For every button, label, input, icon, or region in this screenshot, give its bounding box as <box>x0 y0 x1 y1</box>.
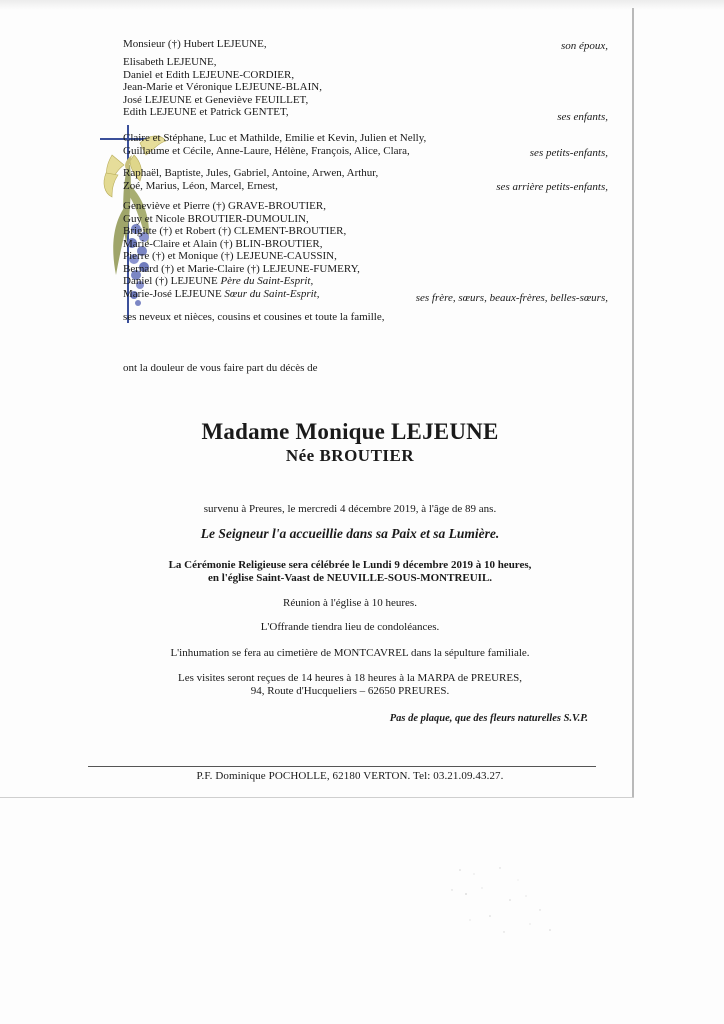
burial-info: L'inhumation se fera au cimetière de MONTCAVREL dans la sépulture familiale. <box>170 647 530 659</box>
children-list <box>123 56 322 119</box>
page-border-bottom <box>0 797 634 798</box>
list-item: Daniel et Edith LEJEUNE-CORDIER, <box>123 68 295 81</box>
ceremony-line: La Cérémonie Religieuse sera célébrée le Lundi 9 décembre 2019 à 10 heures, <box>168 559 532 571</box>
deceased-maiden-name: Née BROUTIER <box>285 446 415 465</box>
grandchildren-role: ses petits-enfants, <box>529 147 608 159</box>
list-item: Elisabeth LEJEUNE, <box>123 56 217 68</box>
grandchildren-list <box>123 132 426 157</box>
list-item: Marie-Claire et Alain (†) BLIN-BROUTIER, <box>123 237 323 250</box>
spouse-role: son époux, <box>560 40 608 52</box>
announcement-text: ont la douleur de vous faire part du décès de <box>123 362 318 374</box>
flowers-note: Pas de plaque, que des fleurs naturelles S.V.P. <box>389 713 588 724</box>
memorial-quote: Le Seigneur l'a accueillie dans sa Paix et sa Lumière. <box>200 526 500 541</box>
footer-divider <box>88 766 596 767</box>
list-item: Raphaël, Baptiste, Jules, Gabriel, Antoine, Arwen, Arthur, <box>123 167 379 179</box>
great-grandchildren-role: ses arrière petits-enfants, <box>496 181 608 193</box>
list-item: Marie-José LEJEUNE Sœur du Saint-Esprit, <box>123 287 320 300</box>
meeting-info: Réunion à l'église à 10 heures. <box>283 597 417 609</box>
visits-info <box>120 672 580 698</box>
death-info: survenu à Preures, le mercredi 4 décembre 2019, à l'âge de 89 ans. <box>203 503 497 515</box>
siblings-list <box>123 200 360 300</box>
list-item: Bernard (†) et Marie-Claire (†) LEJEUNE-FUMERY, <box>123 262 360 275</box>
list-item: Guillaume et Cécile, Anne-Laure, Hélène, François, Alice, Clara, <box>123 144 410 157</box>
list-item: Guy et Nicole BROUTIER-DUMOULIN, <box>123 212 309 225</box>
list-item: Edith LEJEUNE et Patrick GENTET, <box>123 106 289 118</box>
visits-line: Les visites seront reçues de 14 heures à 18 heures à la MARPA de PREURES, <box>178 672 522 684</box>
spouse-name: Monsieur (†) Hubert LEJEUNE, <box>123 38 267 50</box>
list-item: Claire et Stéphane, Luc et Mathilde, Emilie et Kevin, Julien et Nelly, <box>123 132 427 144</box>
list-item: Zoé, Marius, Léon, Marcel, Ernest, <box>123 179 278 192</box>
offering-info: L'Offrande tiendra lieu de condoléances. <box>260 621 440 633</box>
scan-speckles <box>430 860 580 950</box>
ceremony-line: en l'église Saint-Vaast de NEUVILLE-SOUS-MONTREUIL. <box>207 572 493 584</box>
visits-line: 94, Route d'Hucqueliers – 62650 PREURES. <box>250 685 450 697</box>
children-role: ses enfants, <box>557 111 608 123</box>
extended-family: ses neveux et nièces, cousins et cousines et toute la famille, <box>123 311 385 323</box>
list-item: Brigitte (†) et Robert (†) CLEMENT-BROUTIER, <box>123 225 347 237</box>
list-item: Jean-Marie et Véronique LEJEUNE-BLAIN, <box>123 81 322 93</box>
paper-fold-shadow <box>0 0 724 10</box>
list-item: José LEJEUNE et Geneviève FEUILLET, <box>123 93 309 106</box>
page-border-right <box>632 8 634 798</box>
ceremony-info <box>120 559 580 585</box>
funeral-home-footer: P.F. Dominique POCHOLLE, 62180 VERTON. Tel: 03.21.09.43.27. <box>196 770 504 782</box>
siblings-role: ses frère, sœurs, beaux-frères, belles-sœurs, <box>415 292 608 304</box>
deceased-name: Madame Monique LEJEUNE <box>201 419 499 444</box>
great-grandchildren-list <box>123 167 378 192</box>
list-item: Daniel (†) LEJEUNE Père du Saint-Esprit, <box>123 275 314 287</box>
list-item: Pierre (†) et Monique (†) LEJEUNE-CAUSSIN, <box>123 250 337 262</box>
list-item: Geneviève et Pierre (†) GRAVE-BROUTIER, <box>123 200 326 212</box>
